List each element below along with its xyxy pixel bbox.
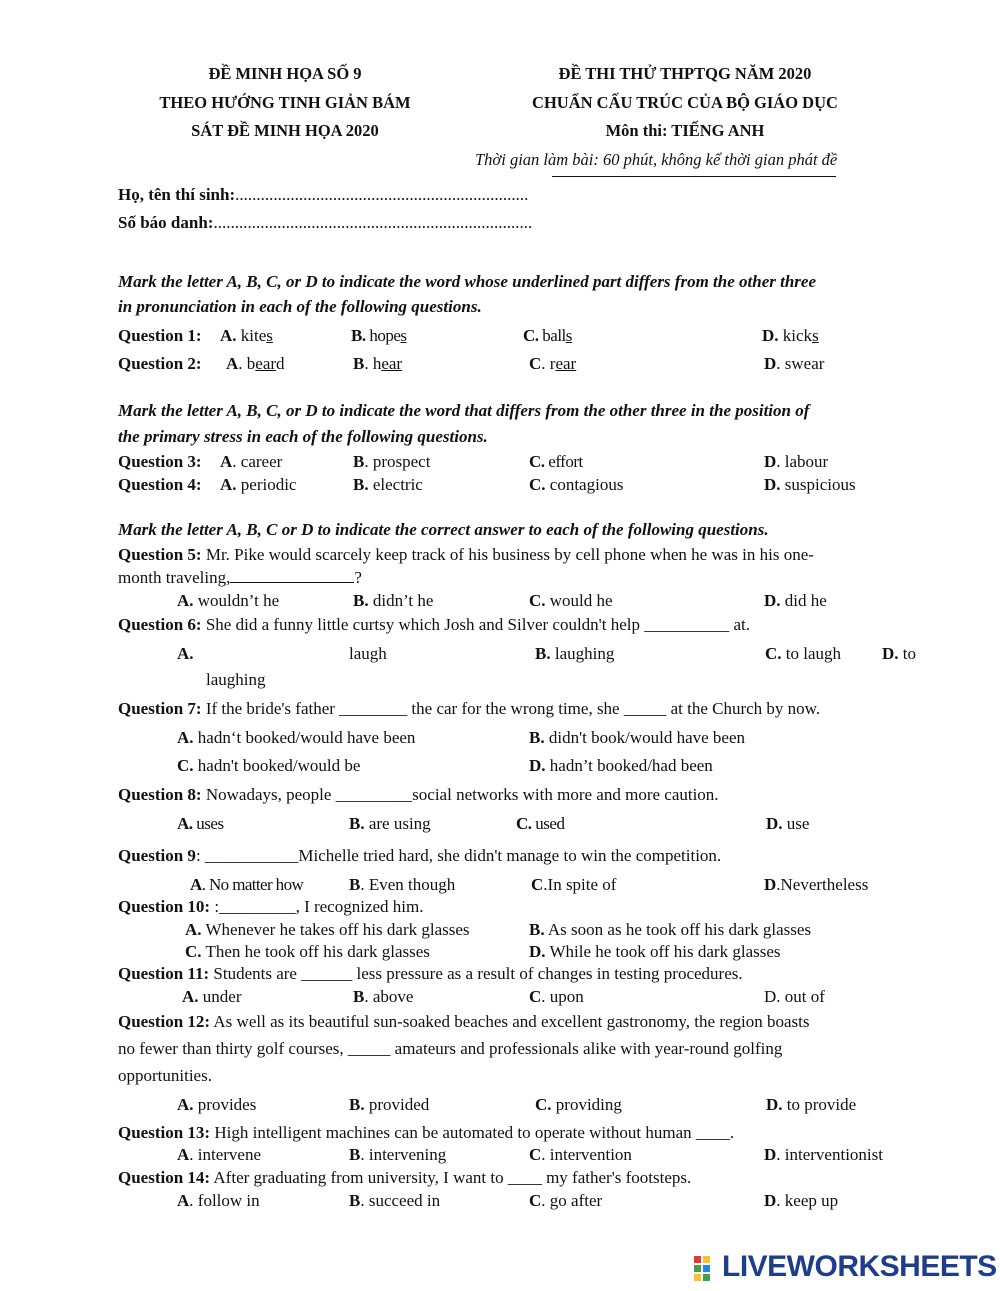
q4-a-text: periodic — [236, 475, 297, 494]
logo-square-1 — [694, 1256, 701, 1263]
question-12-label: Question 12: — [118, 1012, 211, 1031]
candidate-name-dots: ..................................................................... — [235, 185, 529, 204]
q7-option-c[interactable] — [177, 756, 360, 776]
q4-b-text: electric — [368, 475, 423, 494]
q5-d-letter: D. — [764, 591, 781, 610]
q1-option-b[interactable] — [351, 326, 407, 346]
q9-b-letter: B — [349, 875, 361, 894]
question-5-stem-line-2 — [118, 568, 362, 588]
q5-option-b[interactable] — [353, 591, 433, 611]
section-1-instruction-line-1: Mark the letter A, B, C, or D to indicate the word whose underlined part differs from the other three — [118, 272, 816, 291]
q5-b-letter: B. — [353, 591, 369, 610]
question-3-label: Question 3: — [118, 452, 202, 471]
q4-d-text: suspicious — [780, 475, 856, 494]
q3-option-d[interactable] — [764, 452, 828, 472]
q5-b-text: didn’t he — [368, 591, 434, 610]
q13-text: High intelligent machines can be automated to operate without human ____. — [210, 1123, 735, 1142]
q5-option-a[interactable] — [177, 591, 279, 611]
q2-option-a[interactable] — [226, 354, 285, 374]
header-left-line-2: THEO HƯỚNG TINH GIẢN BÁM — [159, 93, 411, 112]
q9-a-letter: A — [190, 875, 202, 894]
header-left-line-1: ĐỀ MINH HỌA SỐ 9 — [208, 64, 362, 83]
q4-c-text: contagious — [545, 475, 624, 494]
q12-a-letter: A. — [177, 1095, 194, 1114]
q7-option-d[interactable] — [529, 756, 713, 776]
q14-d-text: . keep up — [776, 1191, 839, 1210]
q10-d-text: While he took off his dark glasses — [545, 942, 781, 961]
q1-b-pre: hope — [365, 326, 401, 345]
q6-a-text[interactable]: laugh — [349, 644, 387, 663]
q1-c-underlined: s — [565, 326, 572, 345]
q1-option-a[interactable] — [220, 326, 273, 346]
q12-text-2: no fewer than thirty golf courses, _____ amateurs and professionals alike with year-round golfing — [118, 1039, 783, 1058]
q8-d-text: use — [782, 814, 810, 833]
q2-a-underlined: ear — [255, 354, 277, 373]
q7-a-text: hadn‘t booked/would have been — [193, 728, 416, 747]
q9-c-text: .In spite of — [543, 875, 617, 894]
question-8-stem — [118, 785, 719, 805]
section-2-instruction-line-2: the primary stress in each of the following questions. — [118, 427, 488, 446]
q4-option-c[interactable] — [529, 475, 623, 495]
q9-option-c[interactable] — [531, 875, 616, 895]
q10-a-text: Whenever he takes off his dark glasses — [201, 920, 470, 939]
q2-c-underlined: ear — [555, 354, 577, 373]
q5-text-2: month traveling, — [118, 568, 231, 587]
q3-c-text: effort — [544, 452, 583, 471]
q11-c-text: . upon — [541, 987, 584, 1006]
q8-b-text: are using — [364, 814, 431, 833]
q9-option-a[interactable] — [190, 875, 303, 895]
q2-c-letter: C — [529, 354, 542, 373]
q14-option-d[interactable] — [764, 1191, 838, 1211]
q7-d-letter: D. — [529, 756, 546, 775]
exam-time: Thời gian làm bài: 60 phút, không kể thời gian phát đề — [475, 150, 838, 169]
q12-d-text: to provide — [782, 1095, 857, 1114]
q2-b-letter: B — [353, 354, 365, 373]
q14-c-letter: C — [529, 1191, 542, 1210]
logo-square-3 — [694, 1265, 701, 1272]
q8-text: Nowadays, people _________social networks with more and more caution. — [201, 785, 719, 804]
q2-c-pre: . r — [541, 354, 556, 373]
q11-text: Students are ______ less pressure as a result of changes in testing procedures. — [209, 964, 743, 983]
q9-b-text: . Even though — [360, 875, 456, 894]
question-1-label: Question 1: — [118, 326, 202, 345]
q1-a-letter: A. — [220, 326, 237, 345]
q3-d-text: . labour — [776, 452, 829, 471]
q6-c-text: to laugh — [781, 644, 842, 663]
q13-option-a[interactable] — [177, 1145, 261, 1165]
question-13-stem — [118, 1123, 734, 1143]
q2-option-d[interactable] — [764, 354, 824, 374]
logo-square-2 — [703, 1256, 710, 1263]
q12-text-1: As well as its beautiful sun-soaked beaches and excellent gastronomy, the region boasts — [210, 1012, 810, 1031]
q13-option-d[interactable] — [764, 1145, 883, 1165]
q14-option-c[interactable] — [529, 1191, 602, 1211]
q2-b-pre: . h — [364, 354, 382, 373]
candidate-name-label: Họ, tên thí sinh: — [118, 185, 236, 204]
q3-option-a[interactable] — [220, 452, 282, 472]
q2-a-pre: . b — [238, 354, 256, 373]
q9-option-d[interactable] — [764, 875, 868, 895]
q11-option-b[interactable] — [353, 987, 413, 1007]
question-7-stem — [118, 699, 820, 719]
q1-c-letter: C. — [523, 326, 539, 345]
q5-d-text: did he — [780, 591, 827, 610]
candidate-id-dots: ........................................................................... — [213, 213, 533, 232]
q1-d-underlined: s — [812, 326, 819, 345]
q6-b-text: laughing — [550, 644, 615, 663]
q10-option-b[interactable] — [529, 920, 811, 940]
q10-d-letter: D. — [529, 942, 546, 961]
q7-a-letter: A. — [177, 728, 194, 747]
question-8-label: Question 8: — [118, 785, 202, 804]
q2-a-post: d — [276, 354, 285, 373]
q5-option-d[interactable] — [764, 591, 827, 611]
q3-a-text: . career — [232, 452, 283, 471]
q9-text: : ___________Michelle tried hard, she didn't manage to win the competition. — [195, 846, 722, 865]
q8-option-c[interactable] — [516, 814, 564, 834]
q1-a-pre: kite — [236, 326, 267, 345]
q5-text-2-end: ? — [354, 568, 362, 587]
q12-b-letter: B. — [349, 1095, 365, 1114]
q1-b-letter: B. — [351, 326, 366, 345]
question-10-label: Question 10: — [118, 897, 211, 916]
q12-option-a[interactable] — [177, 1095, 256, 1115]
candidate-name-row — [118, 185, 528, 205]
q14-text: After graduating from university, I want to ____ my father's footsteps. — [210, 1168, 692, 1187]
q11-option-d[interactable]: D. out of — [764, 987, 825, 1006]
q2-option-c[interactable] — [529, 354, 576, 374]
q4-d-letter: D. — [764, 475, 781, 494]
q10-option-a[interactable] — [185, 920, 470, 940]
q5-c-text: would he — [545, 591, 613, 610]
q11-b-letter: B — [353, 987, 365, 1006]
q7-c-letter: C. — [177, 756, 194, 775]
q4-b-letter: B. — [353, 475, 369, 494]
section-3-instruction: Mark the letter A, B, C or D to indicate the correct answer to each of the following questions. — [118, 520, 769, 539]
q8-c-letter: C. — [516, 814, 532, 833]
q2-d-letter: D — [764, 354, 777, 373]
q14-c-text: . go after — [541, 1191, 603, 1210]
q14-option-a[interactable] — [177, 1191, 260, 1211]
q13-b-text: . intervening — [360, 1145, 447, 1164]
q8-option-a[interactable] — [177, 814, 224, 834]
candidate-id-row — [118, 213, 532, 233]
q12-option-b[interactable] — [349, 1095, 429, 1115]
q8-c-text: used — [531, 814, 565, 833]
q13-c-letter: C — [529, 1145, 542, 1164]
q6-d-text: to — [898, 644, 917, 663]
question-11-stem — [118, 964, 743, 984]
q14-b-text: . succeed in — [360, 1191, 441, 1210]
q1-option-d[interactable] — [762, 326, 819, 346]
q11-option-a[interactable] — [182, 987, 242, 1007]
header-divider — [552, 176, 836, 177]
question-10-stem — [118, 897, 424, 917]
q6-option-c[interactable] — [765, 644, 841, 664]
q11-c-letter: C — [529, 987, 542, 1006]
q4-option-b[interactable] — [353, 475, 423, 495]
logo-square-6 — [703, 1274, 710, 1281]
q3-option-c[interactable] — [529, 452, 583, 472]
q9-c-letter: C — [531, 875, 544, 894]
liveworksheets-logo[interactable] — [694, 1250, 997, 1286]
q13-d-text: . interventionist — [776, 1145, 883, 1164]
question-6-label: Question 6: — [118, 615, 202, 634]
q6-d-letter: D. — [882, 644, 899, 663]
q7-option-a[interactable] — [177, 728, 415, 748]
q13-option-b[interactable] — [349, 1145, 446, 1165]
question-14-stem — [118, 1168, 691, 1188]
q3-c-letter: C. — [529, 452, 545, 471]
q7-text: If the bride's father ________ the car for the wrong time, she _____ at the Church by now. — [201, 699, 821, 718]
q9-a-text: . No matter how — [201, 875, 304, 894]
q3-a-letter: A — [220, 452, 233, 471]
q7-b-text: didn't book/would have been — [544, 728, 746, 747]
q12-d-letter: D. — [766, 1095, 783, 1114]
q6-a-letter[interactable]: A. — [177, 644, 194, 663]
q6-option-d[interactable] — [882, 644, 916, 664]
q9-d-text: .Nevertheless — [776, 875, 869, 894]
q10-b-letter: B. — [529, 920, 545, 939]
q6-d-text-wrap[interactable]: laughing — [206, 670, 266, 689]
q4-option-d[interactable] — [764, 475, 856, 495]
q10-option-d[interactable] — [529, 942, 781, 962]
question-9-stem — [118, 846, 721, 866]
q10-c-text: Then he took off his dark glasses — [201, 942, 430, 961]
header-right-line-1: ĐỀ THI THỬ THPTQG NĂM 2020 — [558, 64, 812, 83]
q12-text-3: opportunities. — [118, 1066, 212, 1085]
question-5-stem-line-1 — [118, 545, 814, 565]
q13-b-letter: B — [349, 1145, 361, 1164]
candidate-id-label: Số báo danh: — [118, 213, 214, 232]
header-left-line-3: SÁT ĐỀ MINH HỌA 2020 — [191, 121, 379, 140]
q1-a-underlined: s — [266, 326, 273, 345]
q13-a-text: . intervene — [189, 1145, 262, 1164]
q14-b-letter: B — [349, 1191, 361, 1210]
q13-d-letter: D — [764, 1145, 777, 1164]
q1-c-pre: ball — [538, 326, 566, 345]
header-right-line-3: Môn thi: TIẾNG ANH — [605, 121, 765, 140]
q10-option-c[interactable] — [185, 942, 430, 962]
question-14-label: Question 14: — [118, 1168, 211, 1187]
q3-option-b[interactable] — [353, 452, 430, 472]
q12-option-d[interactable] — [766, 1095, 856, 1115]
section-2-instruction-line-1: Mark the letter A, B, C, or D to indicate the word that differs from the other three in the position of — [118, 401, 810, 420]
q1-option-c[interactable] — [523, 326, 572, 346]
q7-option-b[interactable] — [529, 728, 745, 748]
liveworksheets-logo-icon — [694, 1256, 720, 1282]
q2-d-text: . swear — [776, 354, 825, 373]
q2-a-letter: A — [226, 354, 239, 373]
q8-a-text: uses — [192, 814, 224, 833]
q11-a-text: under — [198, 987, 242, 1006]
q4-option-a[interactable] — [220, 475, 296, 495]
q14-d-letter: D — [764, 1191, 777, 1210]
q8-option-b[interactable] — [349, 814, 431, 834]
q11-b-text: . above — [364, 987, 414, 1006]
q9-d-letter: D — [764, 875, 777, 894]
q13-c-text: . intervention — [541, 1145, 632, 1164]
q10-c-letter: C. — [185, 942, 202, 961]
q7-d-text: hadn’t booked/had been — [545, 756, 713, 775]
q11-a-letter: A. — [182, 987, 199, 1006]
q14-option-b[interactable] — [349, 1191, 440, 1211]
q5-c-letter: C. — [529, 591, 546, 610]
q8-d-letter: D. — [766, 814, 783, 833]
q12-c-letter: C. — [535, 1095, 552, 1114]
q7-b-letter: B. — [529, 728, 545, 747]
q1-b-underlined: s — [400, 326, 407, 345]
q5-option-c[interactable] — [529, 591, 613, 611]
q14-a-text: . follow in — [189, 1191, 260, 1210]
q8-b-letter: B. — [349, 814, 365, 833]
q8-option-d[interactable] — [766, 814, 809, 834]
q2-b-underlined: ear — [381, 354, 403, 373]
q4-a-letter: A. — [220, 475, 237, 494]
question-4-label: Question 4: — [118, 475, 202, 494]
q1-d-pre: kick — [778, 326, 813, 345]
question-5-label: Question 5: — [118, 545, 202, 564]
q12-a-text: provides — [193, 1095, 257, 1114]
logo-square-4 — [703, 1265, 710, 1272]
question-11-label: Question 11: — [118, 964, 210, 983]
question-6-stem — [118, 615, 750, 635]
q5-a-letter: A. — [177, 591, 194, 610]
liveworksheets-logo-text: LIVEWORKSHEETS — [722, 1250, 997, 1283]
q5-text-1: Mr. Pike would scarcely keep track of his business by cell phone when he was in his one- — [201, 545, 814, 564]
q3-d-letter: D — [764, 452, 777, 471]
q13-option-c[interactable] — [529, 1145, 632, 1165]
q6-text: She did a funny little curtsy which Josh and Silver couldn't help __________ at. — [201, 615, 751, 634]
q10-text: :_________, I recognized him. — [210, 897, 424, 916]
q2-option-b[interactable] — [353, 354, 402, 374]
q10-b-text: As soon as he took off his dark glasses — [544, 920, 812, 939]
q6-option-b[interactable] — [535, 644, 614, 664]
q13-a-letter: A — [177, 1145, 190, 1164]
q14-a-letter: A — [177, 1191, 190, 1210]
q5-a-text: wouldn’t he — [193, 591, 280, 610]
question-12-stem-line-1 — [118, 1012, 810, 1032]
question-2-label: Question 2: — [118, 354, 202, 373]
q12-b-text: provided — [364, 1095, 430, 1114]
q6-c-letter: C. — [765, 644, 782, 663]
q1-d-letter: D. — [762, 326, 779, 345]
q3-b-text: . prospect — [364, 452, 431, 471]
q8-a-letter: A. — [177, 814, 193, 833]
section-1-instruction-line-2: in pronunciation in each of the following questions. — [118, 297, 482, 316]
q7-c-text: hadn't booked/would be — [193, 756, 361, 775]
question-9-label: Question 9 — [118, 846, 196, 865]
question-13-label: Question 13: — [118, 1123, 211, 1142]
q12-c-text: providing — [551, 1095, 622, 1114]
header-right-line-2: CHUẨN CẤU TRÚC CỦA BỘ GIÁO DỤC — [532, 93, 838, 112]
q3-b-letter: B — [353, 452, 365, 471]
q4-c-letter: C. — [529, 475, 546, 494]
logo-square-5 — [694, 1274, 701, 1281]
question-7-label: Question 7: — [118, 699, 202, 718]
q10-a-letter: A. — [185, 920, 202, 939]
q9-option-b[interactable] — [349, 875, 455, 895]
q6-b-letter: B. — [535, 644, 551, 663]
q12-option-c[interactable] — [535, 1095, 622, 1115]
q11-option-c[interactable] — [529, 987, 584, 1007]
q5-blank[interactable] — [230, 568, 354, 583]
